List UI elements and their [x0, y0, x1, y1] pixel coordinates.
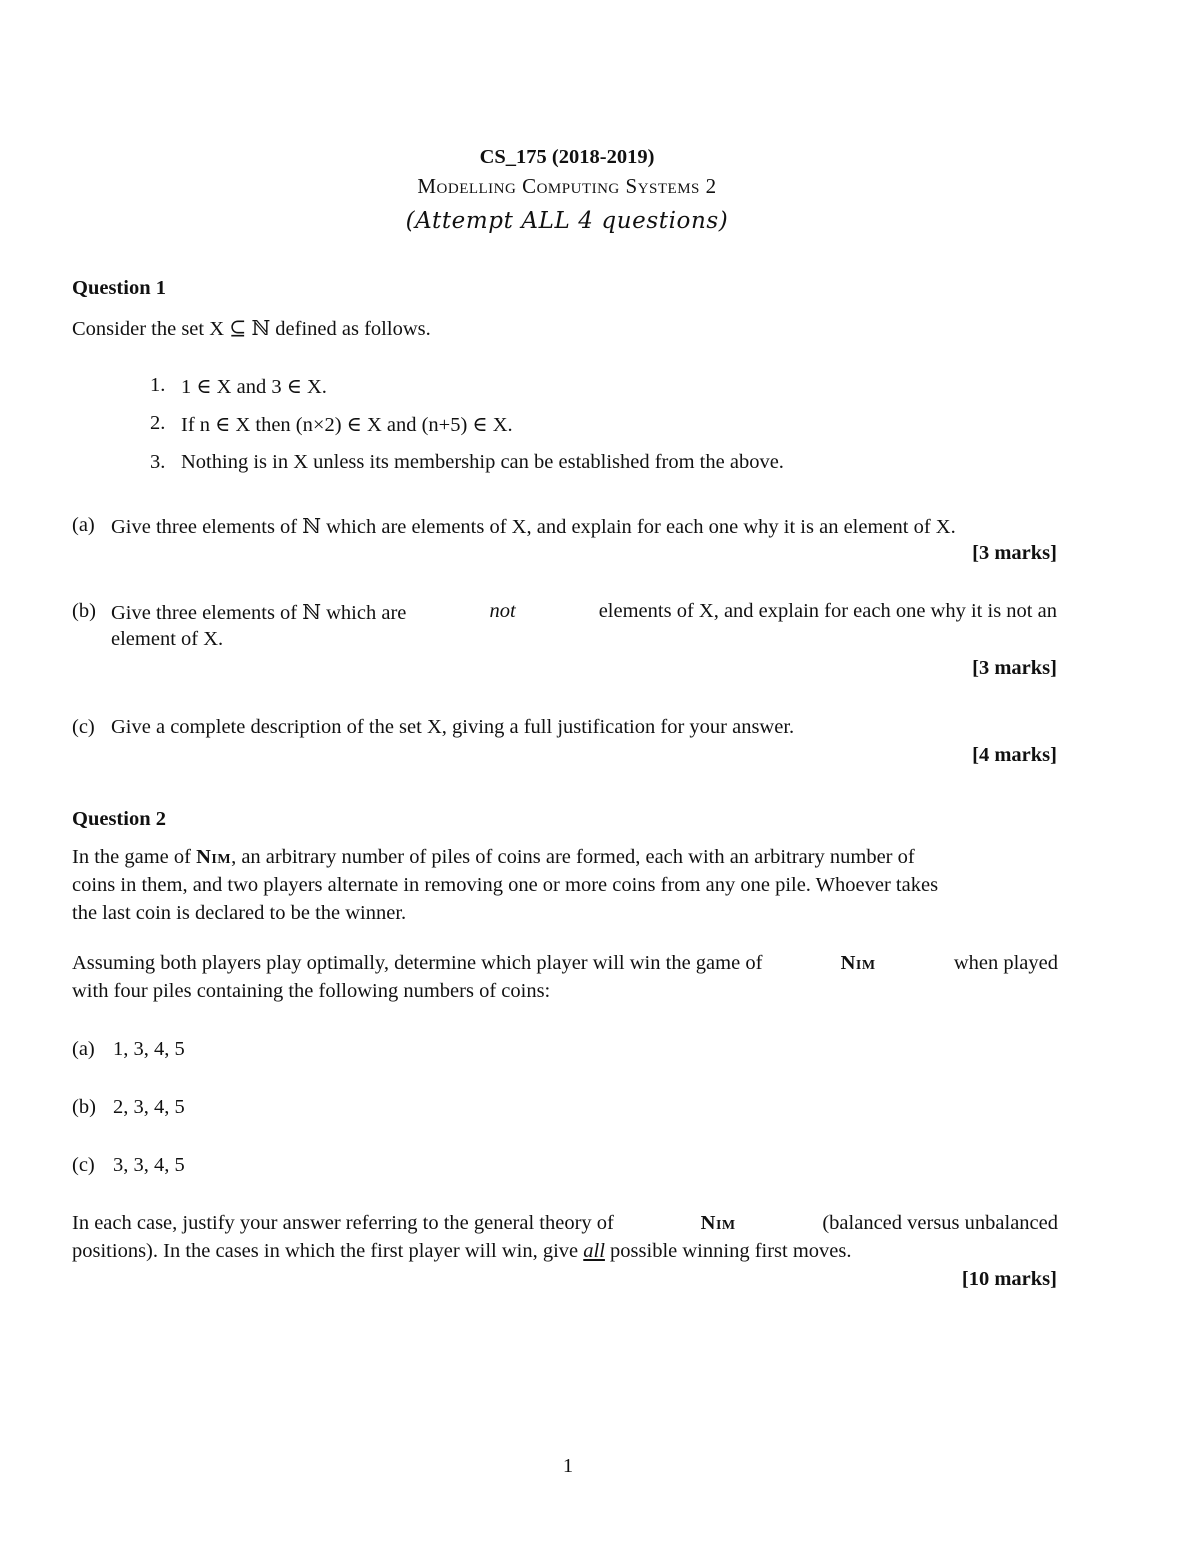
course-code: CS_175 (2018-2019) [479, 146, 655, 168]
q2-part-a-text: 1, 3, 4, 5 [113, 1038, 185, 1060]
rule-3-text: Nothing is in X unless its membership can be established from the above. [181, 451, 784, 473]
part-a-text: Give three elements of ℕ which are elements of X, and explain for each one why it is an element of X. [111, 516, 956, 538]
part-b-emphasis: not [489, 600, 516, 622]
q2-paragraph-2-line-1 [72, 952, 1058, 975]
part-b-label: (b) [72, 600, 96, 622]
q2-part-c-text: 3, 3, 4, 5 [113, 1154, 185, 1176]
q2-p1-text-end: , an arbitrary number of piles of coins are formed, each with an arbitrary number of [231, 846, 915, 868]
q2-p2-text-start: Assuming both players play optimally, determine which player will win the game of [72, 952, 763, 974]
module-title: Modelling Computing Systems 2 [417, 174, 717, 198]
q2-p3-text-start: In each case, justify your answer referring to the general theory of [72, 1212, 614, 1234]
rule-2-number: 2. [150, 412, 166, 434]
rule-1-number: 1. [150, 374, 166, 396]
q2-paragraph-1-line-2: coins in them, and two players alternate in removing one or more coins from any one pile. Whoever takes [72, 874, 939, 896]
q2-paragraph-3-line-1 [72, 1212, 1058, 1235]
rule-1-text: 1 ∈ X and 3 ∈ X. [181, 376, 327, 398]
question-2-marks: [10 marks] [961, 1268, 1057, 1290]
q2-part-b-text: 2, 3, 4, 5 [113, 1096, 185, 1118]
rule-2-text: If n ∈ X then (n×2) ∈ X and (n+5) ∈ X. [181, 414, 513, 436]
q2-p3-text-end: (balanced versus unbalanced [822, 1212, 1058, 1234]
question-1-intro: Consider the set X ⊆ ℕ defined as follows. [72, 318, 431, 340]
question-2-title: Question 2 [72, 808, 166, 830]
q2-p3-line2-end: possible winning first moves. [610, 1240, 852, 1262]
nim-term: Nim [196, 846, 232, 868]
nim-term: Nim [840, 952, 876, 974]
q2-part-c-label: (c) [72, 1154, 95, 1176]
q2-part-b-label: (b) [72, 1096, 96, 1118]
q2-paragraph-1-line-3: the last coin is declared to be the winner. [72, 902, 407, 924]
q2-p3-line2-start: positions). In the cases in which the first player will win, give [72, 1240, 579, 1262]
q2-p1-text-start: In the game of [72, 846, 191, 868]
q2-paragraph-1-line-1 [72, 846, 1058, 869]
part-b-text-end: elements of X, and explain for each one why it is not an [598, 600, 1057, 622]
q2-paragraph-3-line-2 [72, 1240, 851, 1263]
question-1-title: Question 1 [72, 277, 166, 299]
emphasis-all: all [583, 1240, 605, 1262]
instruction: (Attempt ALL 4 questions) [405, 208, 729, 234]
page-number: 1 [562, 1455, 574, 1477]
part-c-label: (c) [72, 716, 95, 738]
part-b-line-2: element of X. [111, 628, 224, 650]
q2-part-a-label: (a) [72, 1038, 95, 1060]
part-b-marks: [3 marks] [972, 657, 1057, 679]
part-a-marks: [3 marks] [972, 542, 1057, 564]
part-a-label: (a) [72, 514, 95, 536]
q2-p2-text-end: when played [953, 952, 1058, 974]
nim-term: Nim [700, 1212, 736, 1234]
rule-3-number: 3. [150, 451, 166, 473]
part-b-line-1 [111, 600, 1057, 625]
part-c-marks: [4 marks] [972, 744, 1057, 766]
part-c-text: Give a complete description of the set X, giving a full justification for your answer. [111, 716, 795, 738]
q2-paragraph-2-line-2: with four piles containing the following numbers of coins: [72, 980, 551, 1002]
part-b-text-start: Give three elements of ℕ which are [111, 602, 407, 624]
